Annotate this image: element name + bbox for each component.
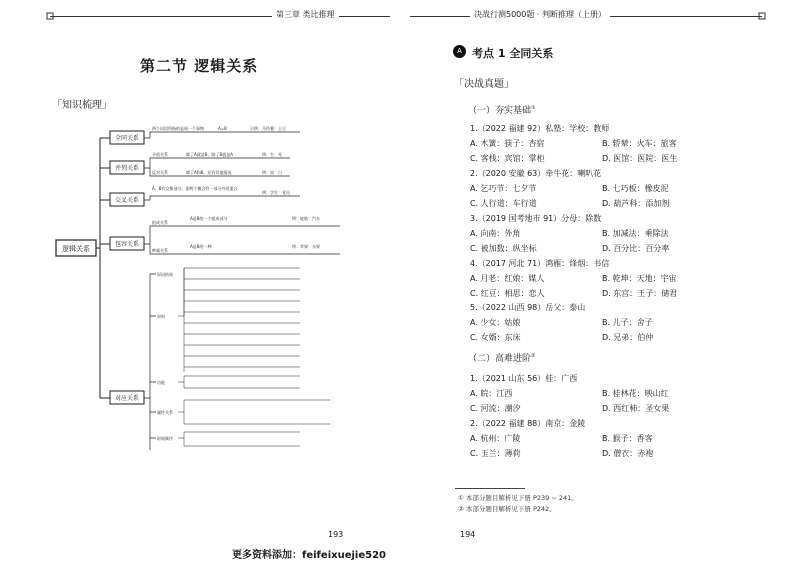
part-title (468, 103, 536, 116)
branch-label: 对应关系 (114, 395, 140, 402)
branch-note: A是B的一种 (190, 244, 212, 249)
branch-note: 例：轮胎：汽车 (292, 216, 320, 221)
question-option: C. 女婿：东床 (470, 333, 521, 342)
part-title-text: （一）夯实基础 (468, 106, 532, 116)
question-option: A. 木簧：筷子：杏宿 (470, 139, 545, 148)
book-title: 决战行测5000题 · 判断推理（上册） (470, 9, 610, 20)
footnote-rule (455, 488, 525, 489)
page-number: 194 (460, 530, 476, 539)
question-option: C. 人行道：车行道 (470, 199, 537, 208)
branch-note: 例：黑：白 (262, 170, 282, 175)
question-option: A. 向南：外角 (470, 229, 521, 238)
question-option: B. 乾坤：天地：宇宙 (602, 274, 677, 283)
question-option: C. 被加数：纵坐标 (470, 244, 537, 253)
branch-label: 交叉关系 (114, 197, 140, 204)
mindmap-root-label: 逻辑关系 (62, 245, 90, 253)
branch-note: 除了A就是B，除了B就是A (186, 152, 233, 157)
mindmap-sub-lines (178, 268, 330, 446)
question-stem: 1.（2021 山东 56）桂：广西 (470, 374, 578, 383)
question-option: A. 乞巧节：七夕节 (470, 184, 537, 193)
topic-badge-icon: A (453, 45, 466, 58)
part-title (468, 351, 536, 364)
mindmap-trunk (96, 138, 100, 398)
question-option: A. 杭州：广陵 (470, 434, 521, 443)
branch-note: 例：生：死 (262, 152, 282, 157)
question-stem: 5.（2022 山西 98）岳父：泰山 (470, 303, 586, 312)
question-option: D. 兄弟：伯仲 (602, 333, 654, 342)
question-option: D. 百分比：百分率 (602, 244, 670, 253)
question-option: B. 猴子：香客 (602, 434, 653, 443)
question-option: C. 客栈：宾馆：掌柜 (470, 154, 545, 163)
branch-note: 例：苹果：水果 (292, 244, 320, 249)
question-option: C. 河流：潮汐 (470, 404, 521, 413)
question-stem: 1.（2022 福建 92）私塾：学校：教师 (470, 124, 610, 133)
question-option: B. 儿子：舍子 (602, 318, 653, 327)
question-stem: 4.（2017 河北 71）鸿雁：烽烟：书信 (470, 259, 610, 268)
question-option: D. 医馆：医院：医生 (602, 154, 678, 163)
mindmap-heading: 「知识梳理」 (52, 100, 112, 111)
exam-heading: 「决战真题」 (454, 79, 514, 90)
mind-map (0, 0, 400, 520)
question-stem: 3.（2019 国考地市 91）分母：除数 (470, 214, 602, 223)
crop-mark-icon (758, 12, 766, 20)
footnote: ② 本部分题目解析见下册 P242。 (458, 505, 556, 513)
footnote-mark: ② (531, 353, 536, 359)
page-number: 193 (328, 530, 344, 539)
branch-note: 示例：马铃薯：土豆 (250, 126, 286, 131)
question-option: D. 葫芦科：添加剂 (602, 199, 670, 208)
branch-label: 并列关系 (114, 165, 140, 172)
question-option: B. 加减法：乘除法 (602, 229, 669, 238)
branch-note: 材料 (157, 314, 165, 319)
question-option: B. 轿辇：火车：旅客 (602, 139, 677, 148)
branch-note: 种属关系 (152, 248, 168, 253)
question-option: C. 玉兰：薄荷 (470, 449, 521, 458)
question-option: D. 东宫：王子：储君 (602, 289, 678, 298)
branch-label: 全同关系 (114, 135, 140, 142)
question-option: A. 月老：红娘：媒人 (470, 274, 545, 283)
mindmap-branch-lines (100, 138, 110, 398)
promo-text: 更多资料添加：feifeixuejie520 (232, 550, 386, 561)
question-option: A. 少女：姑娘 (470, 318, 521, 327)
branch-note: A是B的一个组成部分 (190, 216, 228, 221)
branch-note: 功能 (157, 380, 165, 385)
footnote: ① 本部分题目解析见下册 P239 ~ 241。 (458, 494, 578, 502)
branch-note: 除了A和B，还有其他情况 (186, 170, 232, 175)
section-title: 第二节 逻辑关系 (140, 57, 259, 75)
branch-label: 包容关系 (114, 241, 140, 248)
part-title-text: （二）高难进阶 (468, 354, 532, 364)
branch-note: 原因结果 (157, 272, 173, 277)
topic-title: 考点 1 全同关系 (472, 47, 554, 60)
question-option: D. 西红柿：圣女果 (602, 404, 670, 413)
branch-note: A、B有交集部分，即两个概念有一部分外延重合 (152, 186, 238, 191)
branch-note: 两个词语所指的是同一个事物 (152, 126, 204, 131)
question-stem: 2.（2020 安徽 63）牵牛花：喇叭花 (470, 169, 602, 178)
chapter-label: 第三章 类比推理 (272, 9, 339, 20)
question-stem: 2.（2022 福建 88）南京：金陵 (470, 419, 586, 428)
question-option: B. 七巧板：橡皮泥 (602, 184, 669, 193)
branch-note: 组成关系 (152, 220, 168, 225)
question-option: C. 红豆：相思：恋人 (470, 289, 545, 298)
branch-note: A=B (218, 126, 227, 131)
branch-note: 矛盾关系 (152, 152, 168, 157)
question-option: D. 僧衣：赤袍 (602, 449, 654, 458)
footnote-mark: ① (531, 105, 536, 111)
branch-note: 例：学生：党员 (262, 190, 290, 195)
branch-note: 反对关系 (152, 170, 168, 175)
branch-note: 时间顺序 (157, 436, 173, 441)
question-option: A. 皖：江西 (470, 389, 513, 398)
question-option: B. 桂林花：映山红 (602, 389, 669, 398)
branch-note: 属性关系 (157, 410, 173, 415)
